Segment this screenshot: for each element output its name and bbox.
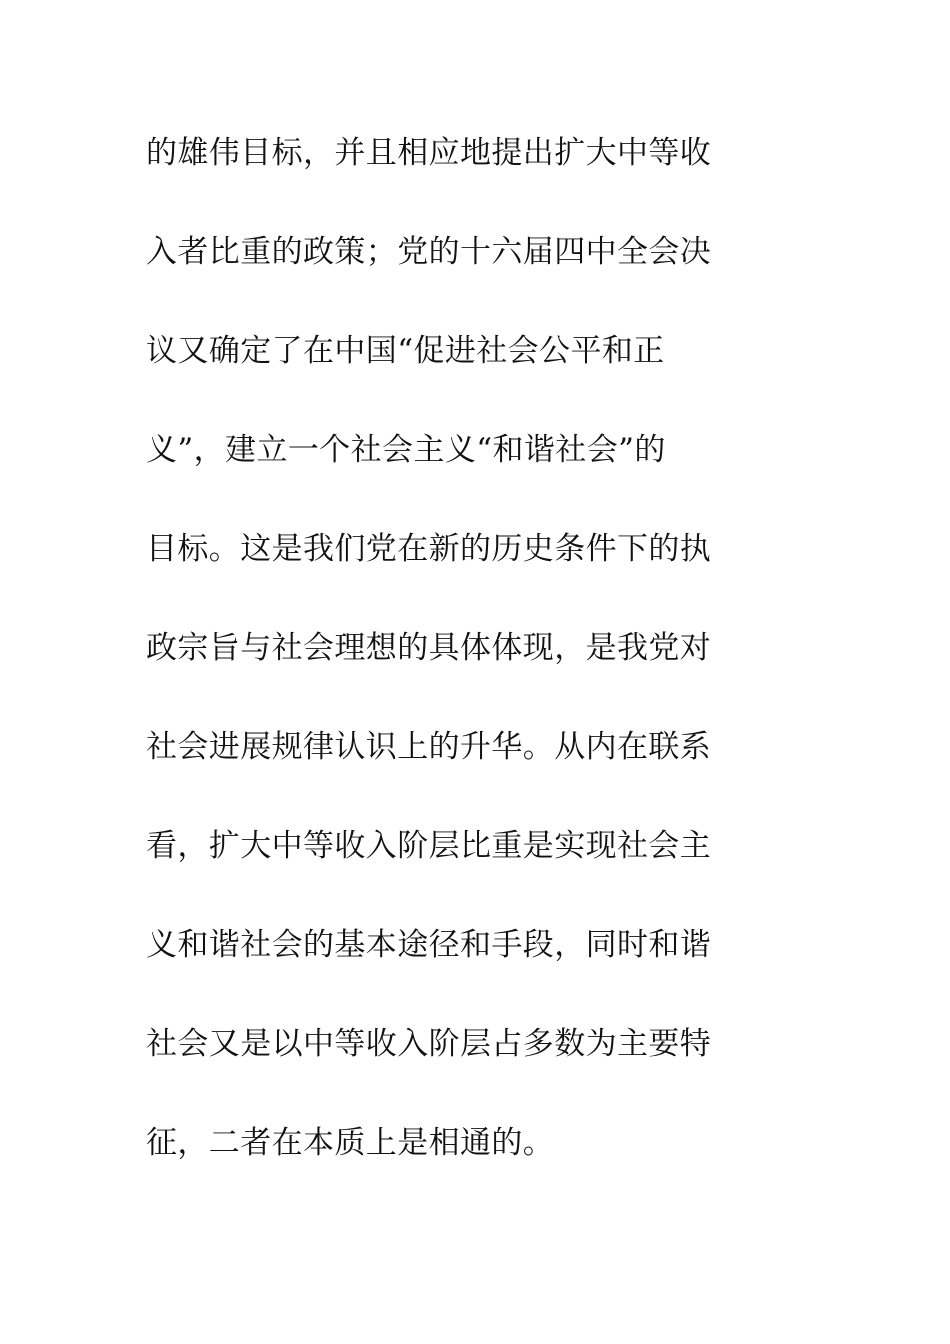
text-line: 征，二者在本质上是相通的。 — [146, 1125, 555, 1161]
text-line: 义”，建立一个社会主义“和谐社会”的 — [146, 432, 666, 468]
text-line: 目标。这是我们党在新的历史条件下的执 — [146, 531, 712, 567]
body-text — [146, 128, 806, 1217]
text-line: 看，扩大中等收入阶层比重是实现社会主 — [146, 828, 712, 864]
text-line: 义和谐社会的基本途径和手段，同时和谐 — [146, 927, 712, 963]
text-line: 的雄伟目标，并且相应地提出扩大中等收 — [146, 135, 712, 171]
text-line: 社会又是以中等收入阶层占多数为主要特 — [146, 1026, 712, 1062]
text-line: 议又确定了在中国“促进社会公平和正 — [146, 333, 665, 369]
text-line: 社会进展规律认识上的升华。从内在联系 — [146, 729, 712, 765]
text-line: 入者比重的政策；党的十六届四中全会决 — [146, 234, 712, 270]
text-line: 政宗旨与社会理想的具体体现，是我党对 — [146, 630, 712, 666]
